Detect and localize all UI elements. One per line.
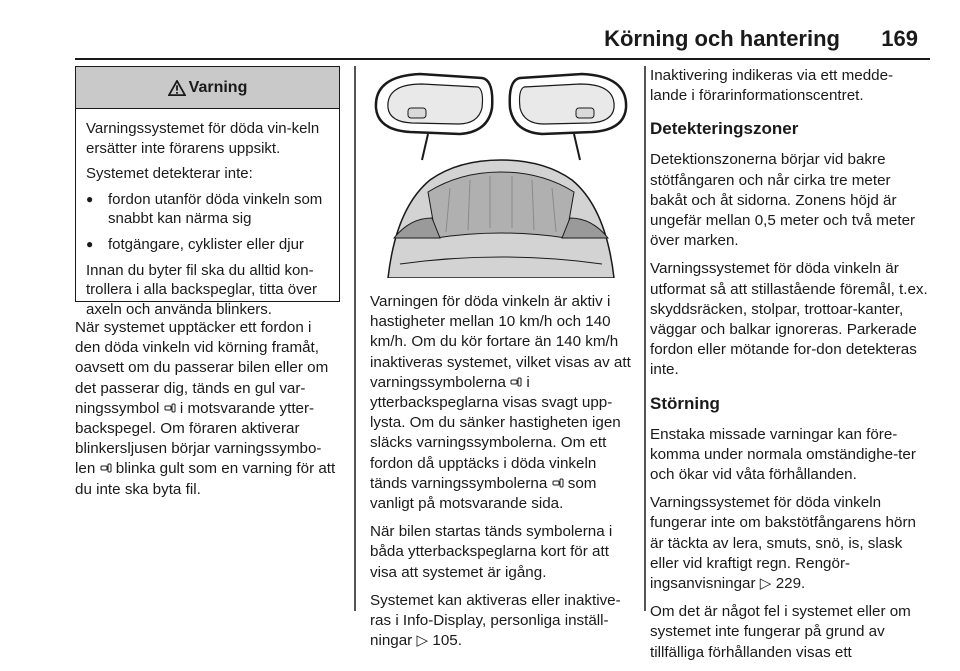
body-paragraph: Om det är något fel i systemet eller om systemet inte fungerar på grund av tillfälliga förhållanden visas ett xyxy=(650,603,911,661)
column-1 xyxy=(75,318,339,508)
body-paragraph: Varningssystemet för döda vinkeln är utformat så att stillastående föremål, t.ex. skyddsräcken, stolpar, trottoar-kanter, väggar och balkar ignoreras. Parkerade fordon eller mötande for-don detekteras inte. xyxy=(650,260,928,379)
warning-list xyxy=(86,190,329,255)
warning-triangle-icon xyxy=(168,80,186,96)
column-divider-1 xyxy=(354,66,356,611)
warning-body xyxy=(76,109,339,319)
body-paragraph: När bilen startas tänds symbolerna i båda ytterbackspeglarna kort för att visa att systemet är igång. xyxy=(370,523,613,581)
blind-spot-car-icon xyxy=(510,377,522,388)
header-rule xyxy=(75,58,930,60)
column-2 xyxy=(370,292,632,659)
column-divider-2 xyxy=(644,66,646,611)
text-segment: i ytterbackspeglarna visas svagt upp-lysta. Om du sänker hastigheten igen släcks varningssymbolerna. Om ett fordon då upptäcks i döda vinkeln tänds varningssymbolerna xyxy=(370,373,621,492)
page-reference-arrow-icon: ▷ xyxy=(416,632,429,650)
warning-header xyxy=(76,67,339,109)
warning-paragraph: Innan du byter fil ska du alltid kon-trollera i alla backspeglar, titta över axeln och använda blinkers. xyxy=(86,261,317,318)
chapter-title: Körning och hantering xyxy=(604,26,840,51)
warning-paragraph: Systemet detekterar inte: xyxy=(86,165,253,183)
text-segment: Varningssystemet för döda vinkeln fungerar inte om bakstötfångarens hörn är täckta av lera, smuts, snö, is, slask eller vid kraftigt regn. Rengör-ingsanvisningar xyxy=(650,494,916,593)
page-reference-arrow-icon: ▷ xyxy=(759,575,772,593)
blind-spot-car-icon xyxy=(552,478,564,489)
text-segment: i motsvarande ytter-backspegel. Om föraren aktiverar blinkersljusen börjar varningssymbo-len xyxy=(75,399,322,478)
mirror-illustration xyxy=(370,68,632,278)
warning-paragraph: Varningssystemet för döda vin-keln ersätter inte förarens uppsikt. xyxy=(86,120,320,157)
section-heading: Störning xyxy=(650,393,720,413)
text-segment: Varningen för döda vinkeln är aktiv i hastigheter mellan 10 km/h och 140 km/h. Om du kör fortare än 140 km/h inaktiveras systemet, vilket visas av att varningssymbolerna xyxy=(370,293,631,391)
column-3 xyxy=(650,66,930,671)
page-header xyxy=(0,0,960,62)
text-segment: som vanligt på motsvarande sida. xyxy=(370,474,597,513)
body-paragraph: Enstaka missade varningar kan före-komma under normala omständighe-ter och ökar vid våta förhållanden. xyxy=(650,425,916,484)
page-number: 169 xyxy=(881,26,918,51)
page-reference-link[interactable]: 229. xyxy=(775,575,806,593)
blind-spot-car-icon xyxy=(164,403,176,414)
text-segment: blinka gult som en varning för att du inte ska byta fil. xyxy=(75,460,336,498)
page-reference-link[interactable]: 105. xyxy=(432,632,462,650)
warning-title: Varning xyxy=(188,78,248,96)
body-paragraph xyxy=(650,493,930,594)
blind-spot-car-icon xyxy=(100,463,112,474)
body-paragraph xyxy=(75,318,339,500)
list-item: ● fordon utanför döda vinkeln som snabbt kan närma sig xyxy=(86,190,329,229)
body-paragraph: Inaktivering indikeras via ett medde-lande i förarinformationscentret. xyxy=(650,67,894,105)
warning-box xyxy=(75,66,340,318)
text-segment: När systemet upptäcker ett fordon i den döda vinkeln vid körning framåt, oavsett om du passerar bilen eller om det passerar dig, tänds en gul var-ningssymbol xyxy=(75,319,329,417)
body-paragraph xyxy=(370,591,632,652)
body-paragraph xyxy=(370,292,632,514)
body-paragraph: Detektionszonerna börjar vid bakre stötfångaren och når cirka tre meter bakåt och åt sidorna. Zonens höjd är ungefär mellan 0,5 meter och två meter över marken. xyxy=(650,151,916,250)
section-heading: Detekteringszoner xyxy=(650,119,799,139)
text-segment: Systemet kan aktiveras eller inaktive-ras i Info-Display, personliga inställ-ningar xyxy=(370,591,621,650)
list-item: ● fotgängare, cyklister eller djur xyxy=(86,235,329,255)
